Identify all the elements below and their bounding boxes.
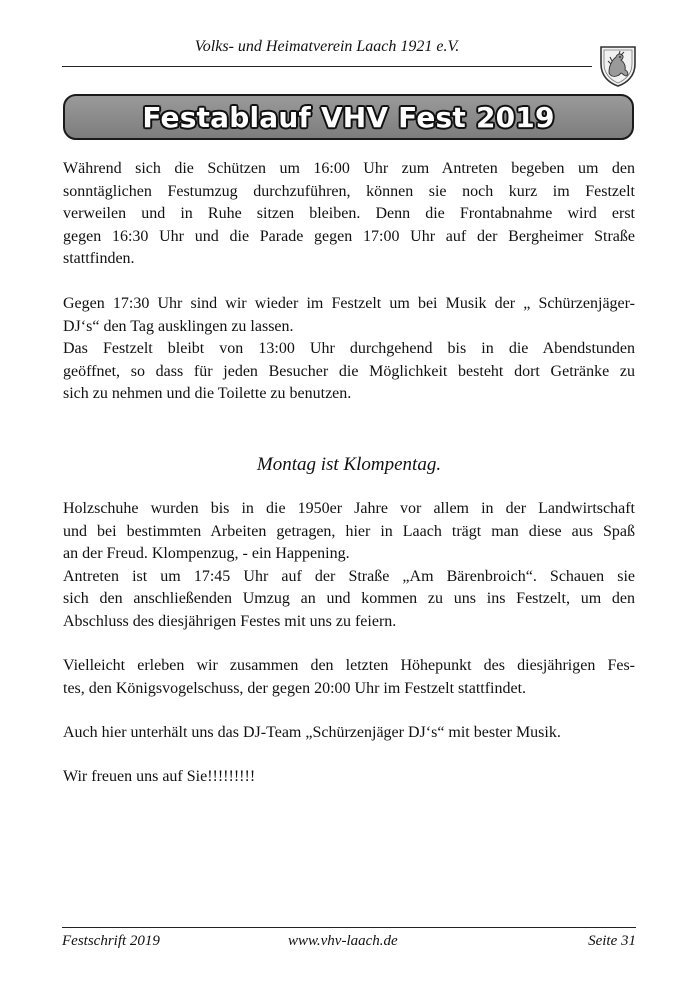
- text-line: Gegen 17:30 Uhr sind wir wieder im Festzelt um bei Musik der „ Schürzenjäger-: [63, 295, 635, 312]
- section-heading-klompentag: Montag ist Klompentag.: [256, 454, 442, 475]
- text-line: stattfinden.: [63, 250, 135, 268]
- text-line: Antreten ist um 17:45 Uhr auf der Straße „Am Bärenbroich“. Schauen sie: [63, 567, 635, 585]
- text-line: geöffnet, so dass für jeden Besucher die Möglichkeit besteht dort Getränke zu: [63, 362, 635, 380]
- paragraph-holzschuhe: [63, 498, 635, 634]
- paragraph-koenigsvogelschuss: [63, 655, 635, 700]
- text-line: sonntäglichen Festumzug durchzuführen, können sie noch kurz im Festzelt: [63, 182, 635, 200]
- text-line: DJ‘s“ den Tag ausklingen zu lassen.: [63, 317, 294, 335]
- text-line: Abschluss des diesjährigen Festes mit uns zu feiern.: [63, 612, 397, 630]
- text-line: Wir freuen uns auf Sie!!!!!!!!!: [63, 768, 256, 785]
- paragraph-dj-team: [63, 722, 635, 745]
- footer-publication: Festschrift 2019: [62, 933, 160, 949]
- text-line: Holzschuhe wurden bis in die 1950er Jahre vor allem in der Landwirtschaft: [63, 500, 635, 517]
- text-line: Während sich die Schützen um 16:00 Uhr zum Antreten begeben um den: [63, 160, 635, 177]
- paragraph-parade-schedule: [63, 158, 635, 271]
- text-line: Das Festzelt bleibt von 13:00 Uhr durchgehend bis in die Abendstunden: [63, 340, 635, 358]
- footer-website: www.vhv-laach.de: [288, 933, 398, 949]
- text-line: verweilen und in Ruhe sitzen bleiben. Denn die Frontabnahme wird erst: [63, 205, 635, 223]
- text-line: tes, den Königsvogelschuss, der gegen 20:00 Uhr im Festzelt stattfindet.: [63, 679, 527, 697]
- header-association-name: Volks- und Heimatverein Laach 1921 e.V.: [194, 38, 460, 55]
- page-title: Festablauf VHV Fest 2019: [142, 100, 555, 134]
- text-line: sich zu nehmen und die Toilette zu benutzen.: [63, 385, 352, 403]
- text-line: Auch hier unterhält uns das DJ-Team „Schürzenjäger DJ‘s“ mit bester Musik.: [63, 724, 561, 741]
- header-divider: [62, 66, 592, 67]
- paragraph-festzelt-info: [63, 293, 635, 406]
- coat-of-arms-icon: [597, 42, 639, 88]
- paragraph-closing: [63, 766, 635, 789]
- text-line: an der Freud. Klompenzug, - ein Happening.: [63, 545, 350, 563]
- text-line: gegen 16:30 Uhr und die Parade gegen 17:00 Uhr auf der Bergheimer Straße: [63, 227, 635, 245]
- text-line: Vielleicht erleben wir zusammen den letzten Höhepunkt des diesjährigen Fes-: [63, 657, 635, 674]
- title-banner: [63, 94, 634, 140]
- text-line: und bei bestimmten Arbeiten getragen, hier in Laach trägt man diese aus Spaß: [63, 522, 635, 540]
- text-line: sich den anschließenden Umzug an und kommen zu uns ins Festzelt, um den: [63, 590, 635, 608]
- footer-page-number: Seite 31: [588, 933, 636, 949]
- footer-divider: [62, 927, 636, 928]
